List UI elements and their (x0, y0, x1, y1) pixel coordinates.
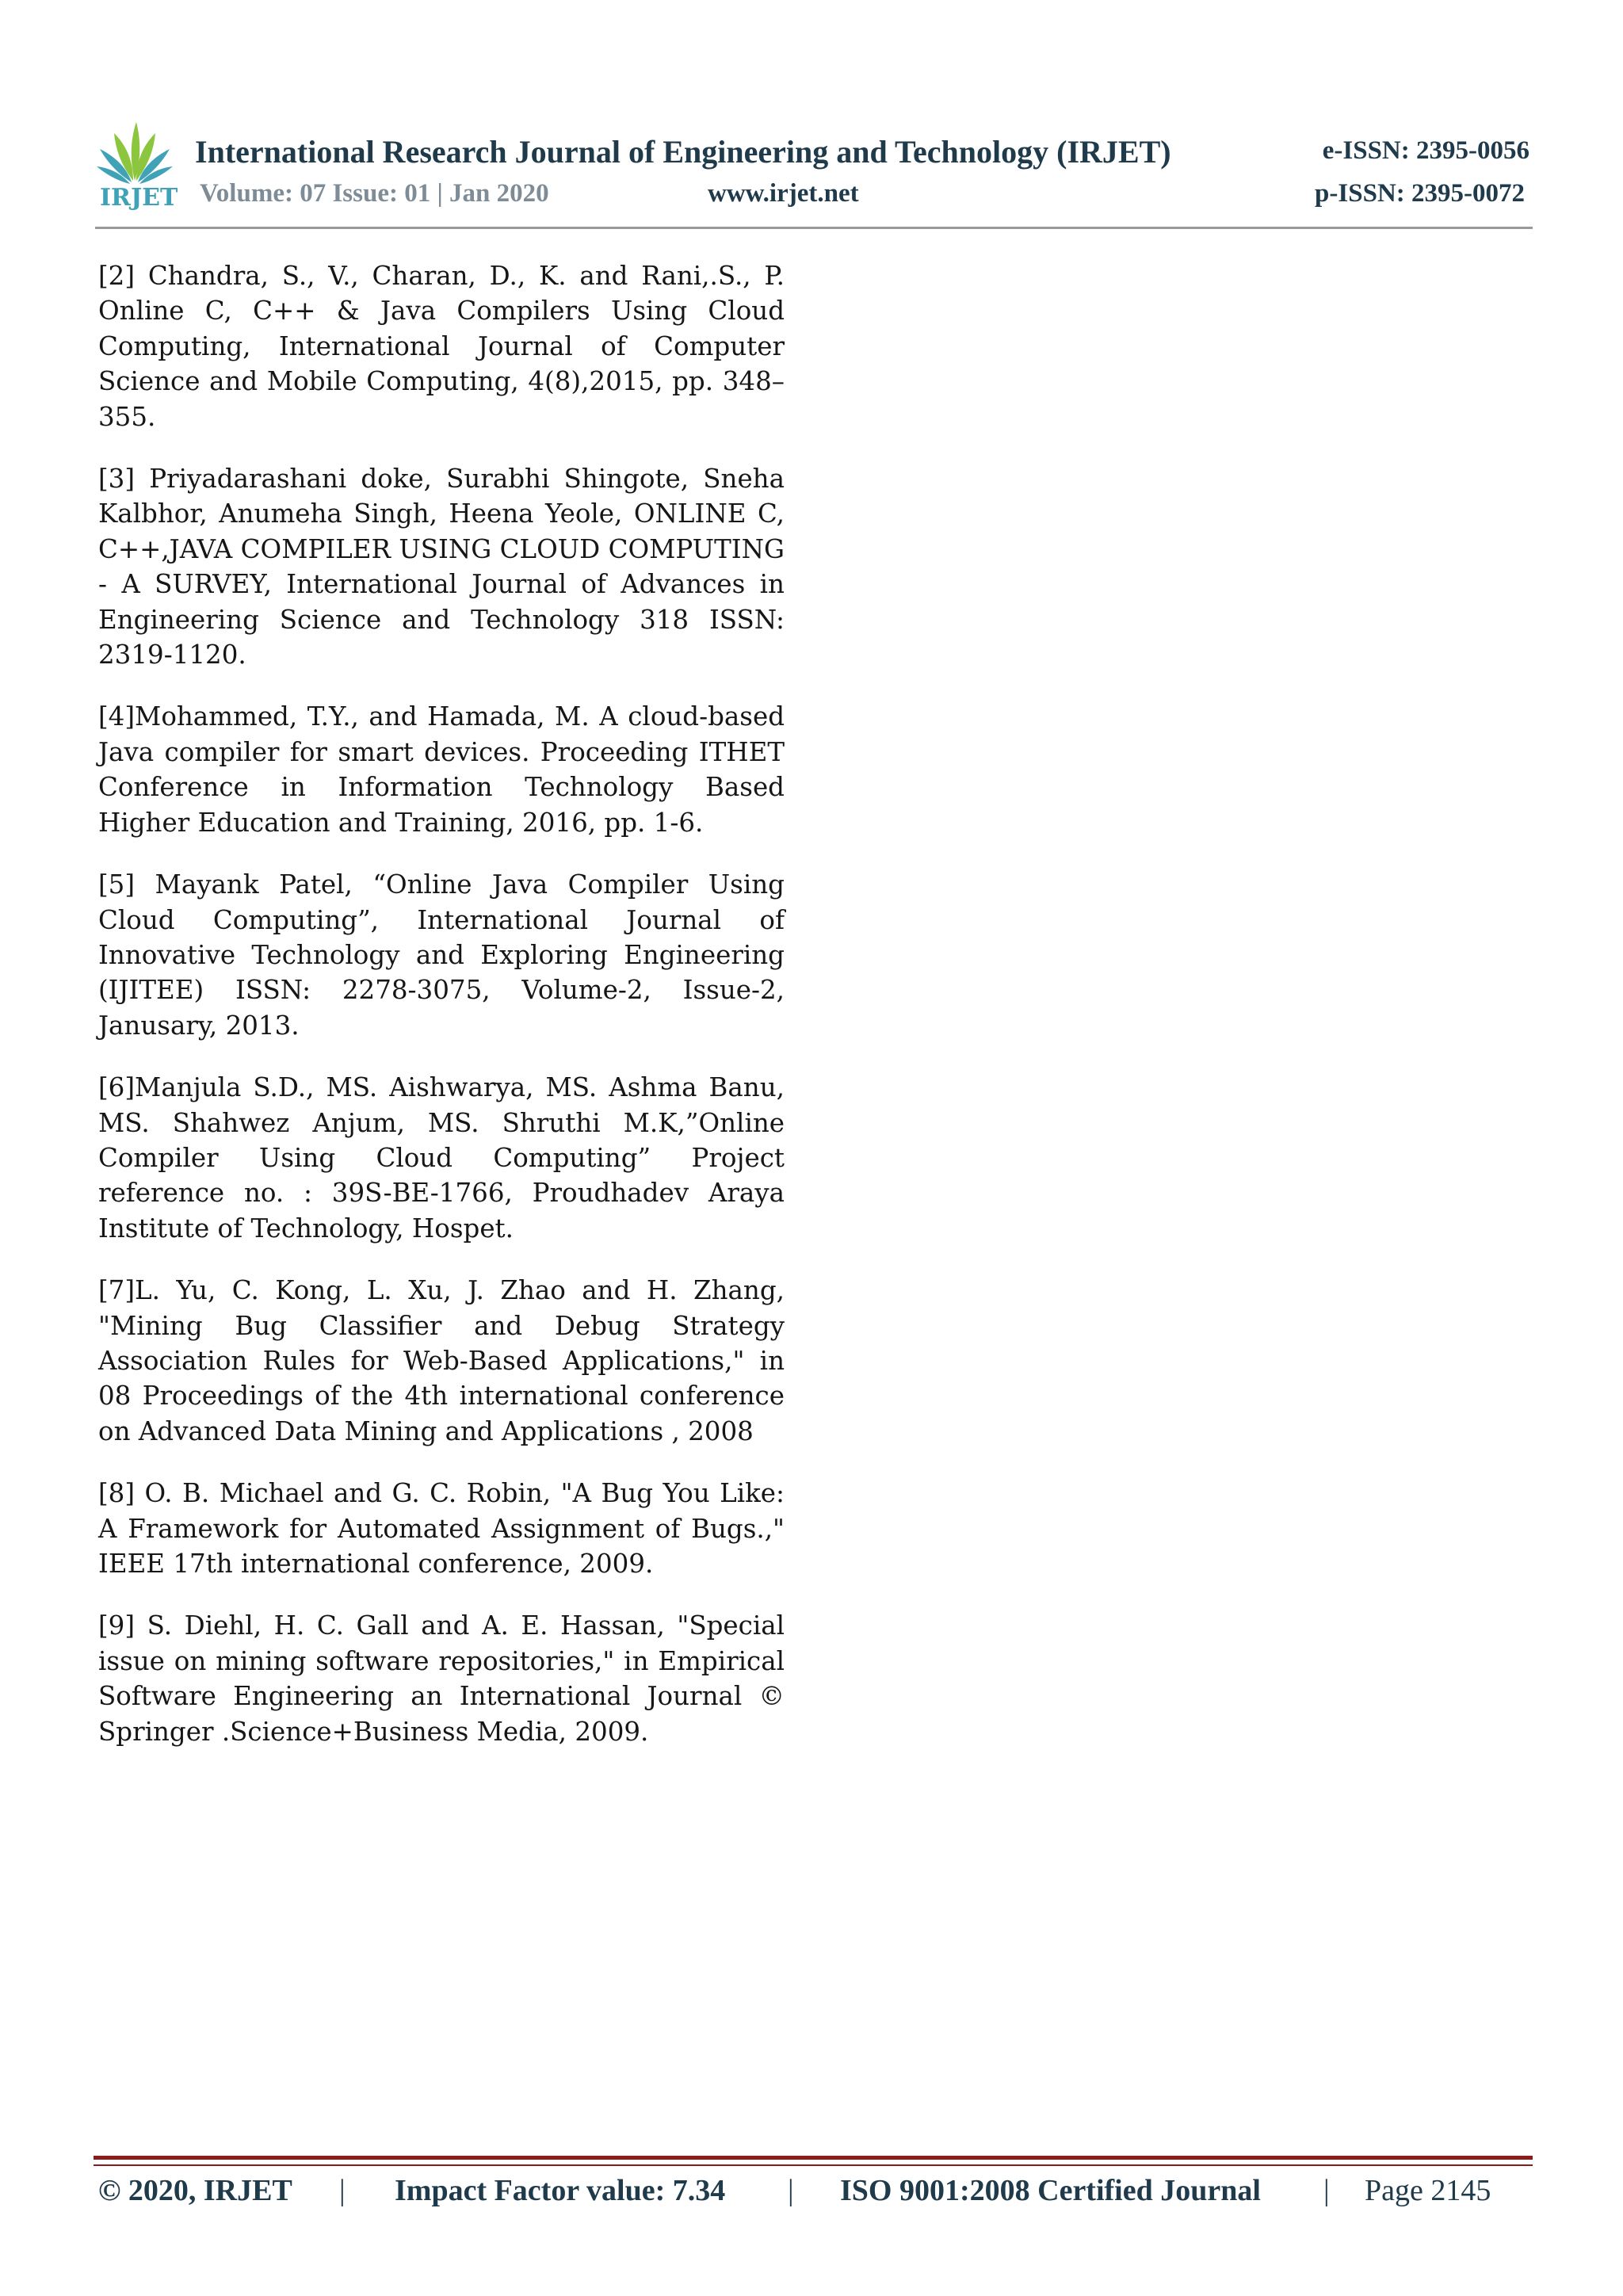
footer-separator: | (788, 2174, 794, 2207)
footer-separator: | (1323, 2174, 1330, 2207)
irjet-logo (95, 117, 176, 214)
reference-item: [2] Chandra, S., V., Charan, D., K. and Rani,.S., P. Online C, C++ & Java Compilers Using Cloud Computing, International Journal of Computer Science and Mobile Computing, 4(8),2015, pp. 348–355. (98, 261, 785, 432)
reference-item: [7]L. Yu, C. Kong, L. Xu, J. Zhao and H. Zhang, "Mining Bug Classifier and Debug Strategy Association Rules for Web-Based Applications," in 08 Proceedings of the 4th international conference on Advanced Data Mining and Applications , 2008 (98, 1275, 785, 1446)
footer-impact-factor: Impact Factor value: 7.34 (395, 2174, 726, 2207)
header-divider (95, 227, 1533, 229)
reference-item: [5] Mayank Patel, “Online Java Compiler Using Cloud Computing”, International Journal of Innovative Technology and Exploring Engineering (IJITEE) ISSN: 2278-3075, Volume-2, Issue-2, Janusary, 2013. (98, 869, 785, 1041)
journal-website-link[interactable]: www.irjet.net (708, 179, 859, 208)
volume-issue: Volume: 07 Issue: 01 | Jan 2020 (200, 179, 549, 208)
eissn: e-ISSN: 2395-0056 (1322, 136, 1529, 165)
reference-item: [4]Mohammed, T.Y., and Hamada, M. A cloud-based Java compiler for smart devices. Proceeding ITHET Conference in Information Technology Based Higher Education and Training, 2016, pp. 1-6. (98, 701, 785, 838)
footer-separator: | (339, 2174, 346, 2207)
reference-item: [3] Priyadarashani doke, Surabhi Shingote, Sneha Kalbhor, Anumeha Singh, Heena Yeole, ONLINE C, C++,JAVA COMPILER USING CLOUD COMPUTING - A SURVEY, International Journal of Advances in Engineering Science and Technology 318 ISSN: 2319-1120. (98, 464, 785, 670)
journal-title: International Research Journal of Engineering and Technology (IRJET) (195, 134, 1171, 170)
footer-copyright: © 2020, IRJET (98, 2174, 292, 2207)
footer-rule-thin (94, 2164, 1533, 2166)
footer-iso-certification: ISO 9001:2008 Certified Journal (840, 2174, 1261, 2207)
footer-rule (94, 2156, 1533, 2160)
page-number: Page 2145 (1365, 2174, 1491, 2207)
logo-text: IRJET (100, 184, 178, 212)
reference-item: [6]Manjula S.D., MS. Aishwarya, MS. Ashma Banu, MS. Shahwez Anjum, MS. Shruthi M.K,”Online Compiler Using Cloud Computing” Project reference no. : 39S-BE-1766, Proudhadev Araya Institute of Technology, Hospet. (98, 1072, 785, 1244)
reference-item: [8] O. B. Michael and G. C. Robin, "A Bug You Like: A Framework for Automated Assignment of Bugs.," IEEE 17th international conference, 2009. (98, 1478, 785, 1579)
pissn: p-ISSN: 2395-0072 (1315, 179, 1525, 208)
reference-list (98, 258, 785, 1776)
leaf-logo-icon (95, 117, 176, 187)
reference-item: [9] S. Diehl, H. C. Gall and A. E. Hassan, "Special issue on mining software repositories," in Empirical Software Engineering an International Journal © Springer .Science+Business Media, 2009. (98, 1610, 785, 1747)
